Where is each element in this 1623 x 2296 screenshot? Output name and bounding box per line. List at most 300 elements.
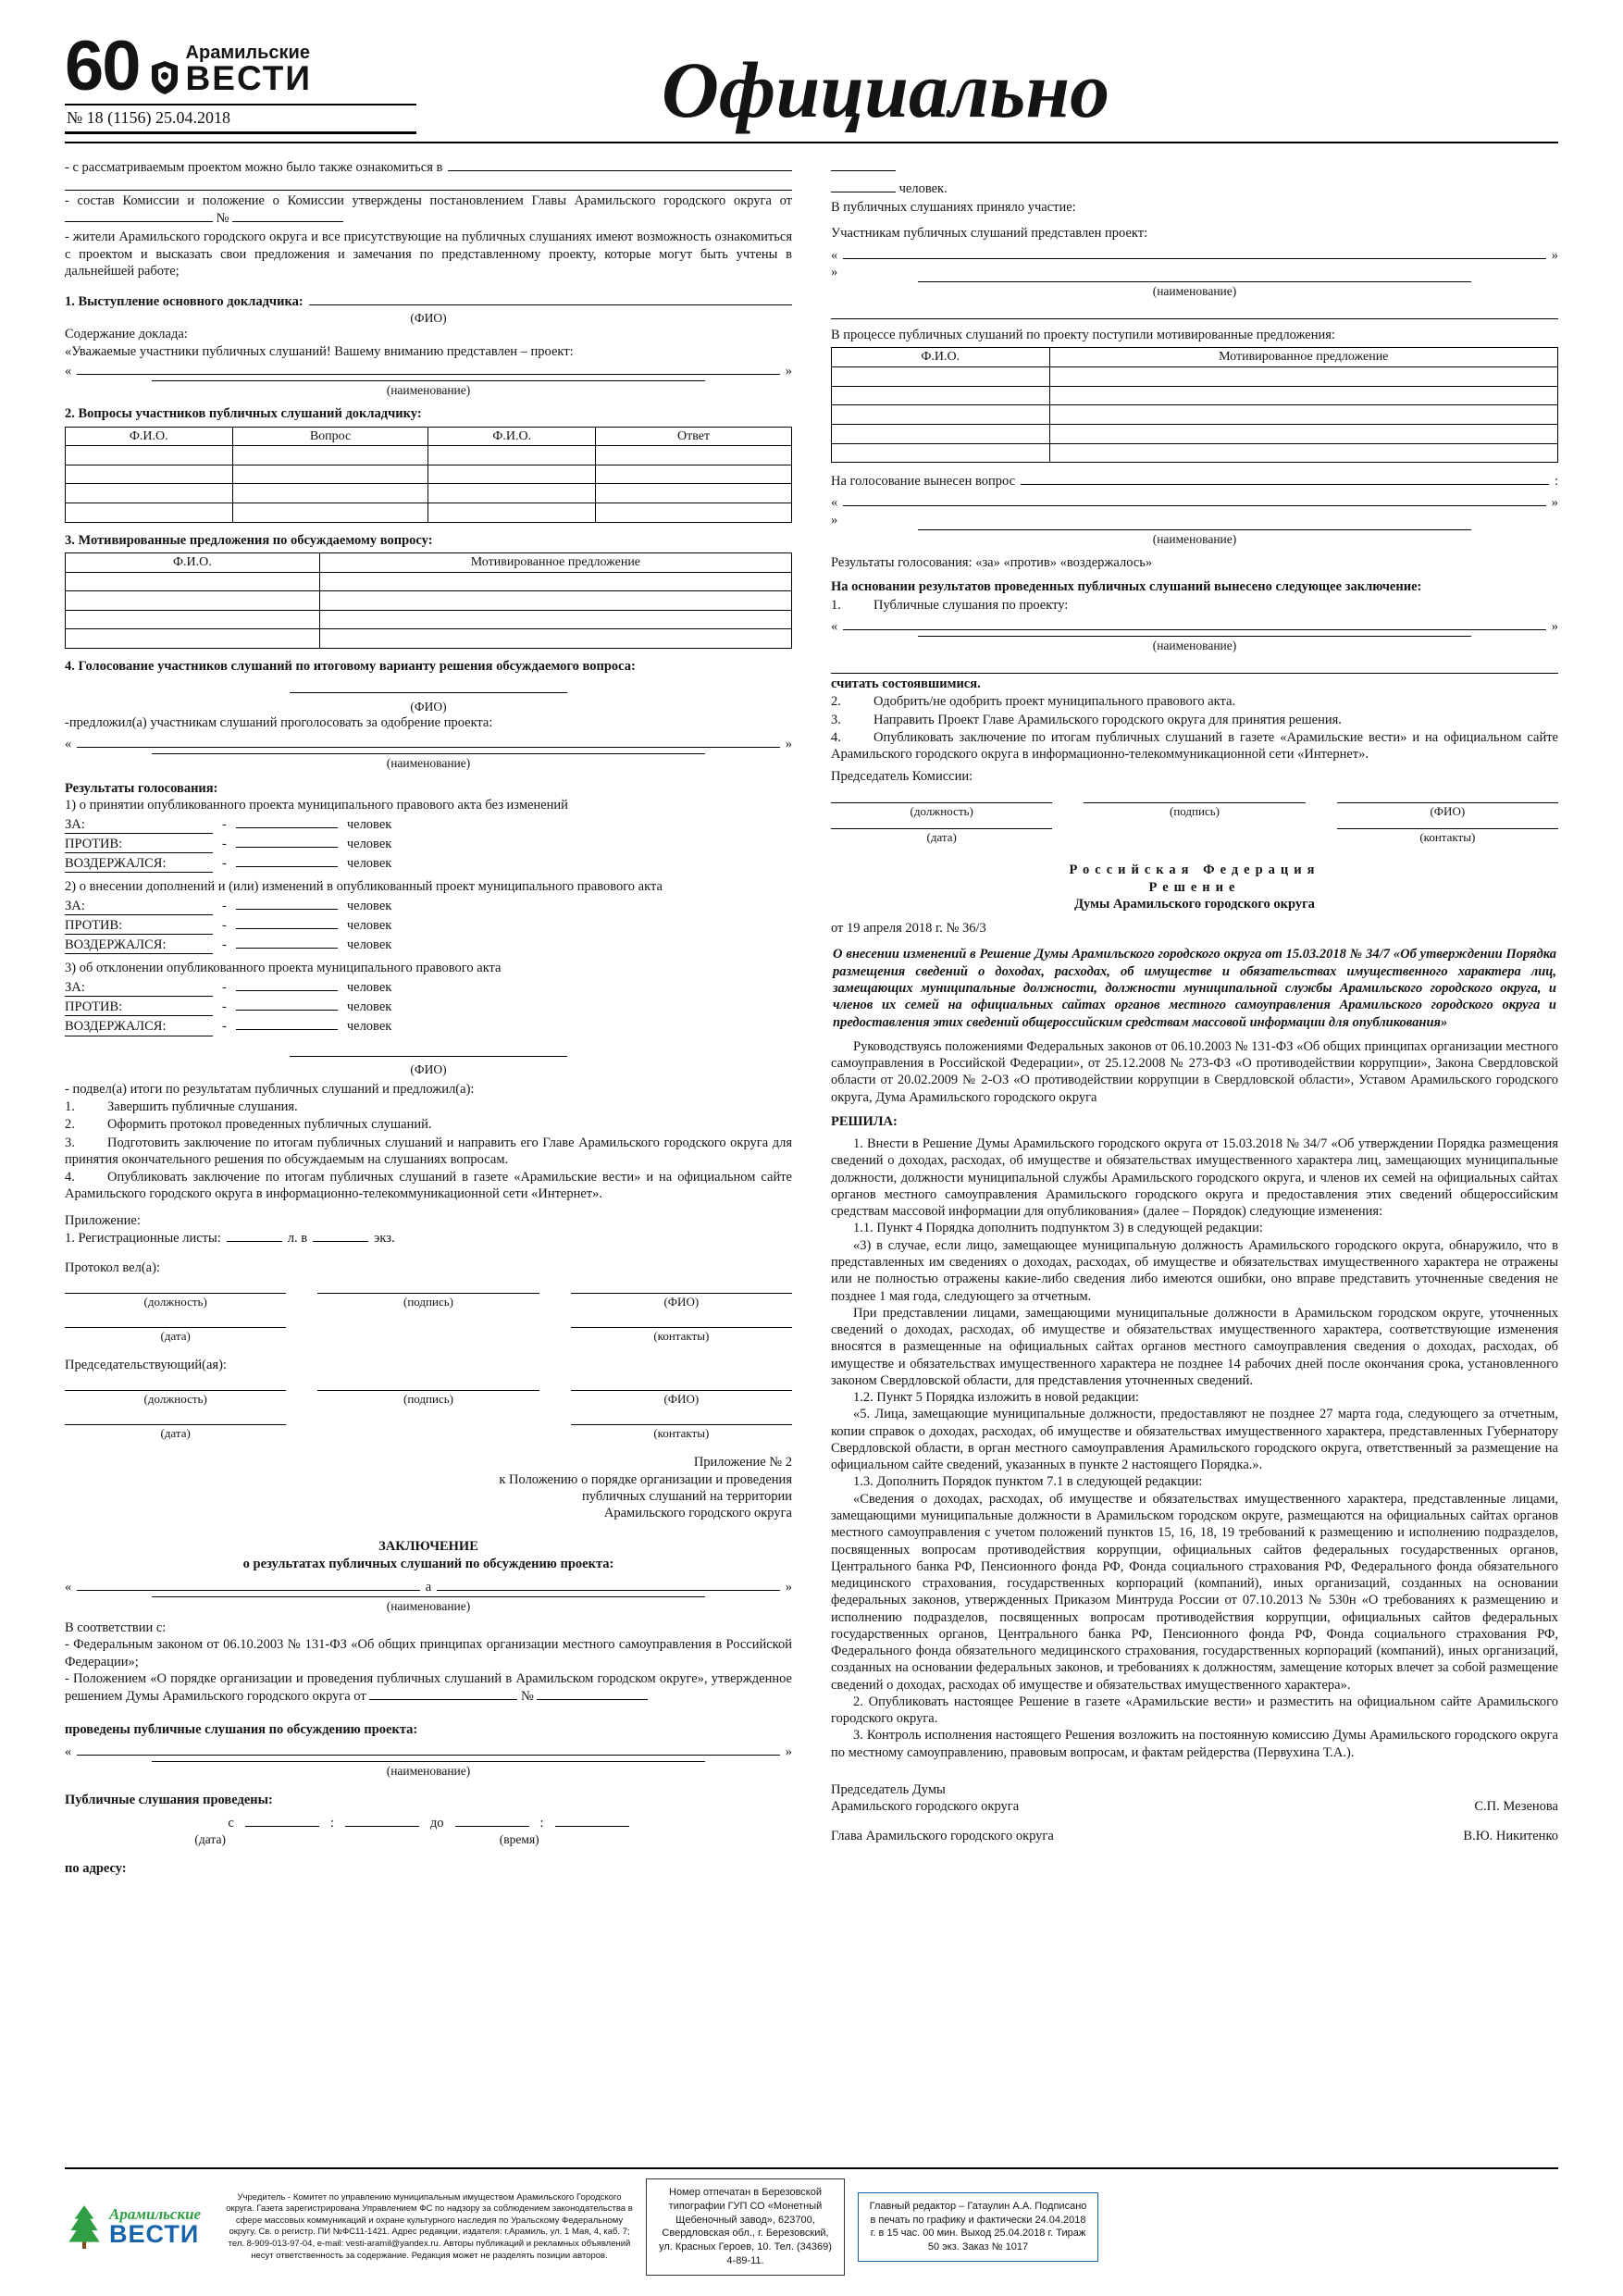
report-label: Содержание доклада:	[65, 327, 188, 342]
blank-row	[65, 1044, 792, 1061]
quote-row	[831, 493, 1558, 511]
blank-line	[77, 735, 780, 748]
table-cell	[428, 465, 596, 484]
fio-label: (ФИО)	[410, 311, 447, 326]
blank-line	[843, 617, 1546, 630]
table-cell	[66, 591, 320, 611]
col-header: Ф.И.О.	[66, 552, 320, 572]
quote-close: »	[1551, 495, 1558, 511]
table-cell	[832, 443, 1050, 463]
blank-line	[245, 1814, 319, 1827]
quote-close-row	[831, 512, 1558, 528]
signature-row	[831, 802, 1558, 819]
item-text: Завершить публичные слушания.	[107, 1099, 298, 1115]
table-cell	[1049, 424, 1558, 443]
table-row	[66, 484, 792, 503]
editor-info-box: Главный редактор – Гатаулин А.А. Подписано в печать по графику и фактически 24.04.2018 г. в 15 час. 00 мин. Выход 25.04.2018 г. Тираж 50 экз. Заказ № 1017	[858, 2192, 1098, 2262]
section-title: Официально	[661, 45, 1110, 134]
chairman-label: Председательствующий(ая):	[65, 1358, 227, 1373]
item-text: Направить Проект Главе Арамильского городского округа для принятия решения.	[873, 712, 1342, 727]
blank-line	[555, 1814, 629, 1827]
blank-line	[77, 1743, 780, 1756]
vote-count-row	[65, 1017, 792, 1036]
table-cell	[832, 405, 1050, 425]
table-cell	[832, 386, 1050, 405]
fio-label: (ФИО)	[410, 699, 447, 714]
blank-line	[455, 1814, 529, 1827]
podpis-label: (подпись)	[317, 1293, 539, 1309]
table-row	[832, 424, 1558, 443]
consider-held-line: считать состоявшимися.	[831, 676, 981, 692]
resolution-paragraph: 1.3. Дополнить Порядок пунктом 7.1 в следующей редакции:	[853, 1474, 1203, 1490]
blank-line	[537, 1687, 648, 1700]
masthead	[65, 27, 416, 134]
resolution-paragraph: 3. Контроль исполнения настоящего Решения возложить на постоянную комиссию Думы Арамильского городского округа по местному самоуправлению, правовым вопросам, и фактам рейдерства (Первухина Т.А.).	[831, 1728, 1558, 1760]
time-label-row	[65, 1831, 792, 1847]
blank-row	[65, 680, 792, 698]
vote-option: ПРОТИВ:	[65, 917, 213, 935]
people-label: человек	[346, 836, 392, 851]
quote-close: »	[1551, 618, 1558, 634]
vote-count-row	[65, 854, 792, 873]
table-cell	[66, 503, 233, 523]
accord-item: - Федеральным законом от 06.10.2003 № 131-ФЗ «Об общих принципах организации местного самоуправления в Российской Федерации»;	[65, 1637, 792, 1669]
people-label: человек	[346, 917, 392, 933]
quote-row	[65, 362, 792, 379]
list-item	[831, 729, 1558, 763]
signature-row	[65, 1327, 792, 1344]
table-cell	[232, 503, 428, 523]
people-label: человек	[346, 856, 392, 872]
name-label: (наименование)	[152, 380, 704, 398]
tree-logo-icon	[65, 2203, 104, 2250]
blank-line	[448, 158, 792, 171]
resolution-preamble: Руководствуясь положениями Федеральных законов от 06.10.2003 № 131-ФЗ «Об общих принципах организации местного самоуправления в Российской Федерации», от 25.12.2008 № 273-ФЗ «О противодействии коррупции», Закона Свердловской области от 20.02.2009 № 2-ОЗ «О противодействии коррупции в Свердловской области», Уставом Арамильского городского округа, Дума Арамильского городского округа	[831, 1038, 1558, 1105]
kontakty-label: (контакты)	[1337, 828, 1558, 845]
signature-block	[831, 1828, 1558, 1844]
table-cell	[66, 629, 320, 649]
col-header: Ф.И.О.	[66, 427, 233, 446]
table-row	[66, 591, 792, 611]
dolzhnost-label: (должность)	[65, 1390, 286, 1407]
table-cell	[428, 484, 596, 503]
blank-line	[236, 916, 338, 929]
col-header: Ответ	[596, 427, 792, 446]
accord-title: В соответствии с:	[65, 1620, 167, 1636]
resolution-paragraph: 1.1. Пункт 4 Порядка дополнить подпунктом 3) в следующей редакции:	[853, 1221, 1263, 1236]
vote-count-row	[65, 978, 792, 997]
vote-question-text: На голосование вынесен вопрос	[831, 474, 1016, 490]
people-label: человек	[346, 979, 392, 995]
people-label: человек	[346, 999, 392, 1015]
footer-brand-text	[109, 2206, 201, 2247]
podpis-label: (подпись)	[317, 1390, 539, 1407]
signature-position	[831, 1781, 1019, 1816]
table-row	[832, 405, 1558, 425]
vote-option: ВОЗДЕРЖАЛСЯ:	[65, 855, 213, 873]
table-cell	[832, 424, 1050, 443]
table-row	[66, 629, 792, 649]
dash: -	[222, 836, 227, 851]
data-label: (дата)	[194, 1832, 226, 1847]
table-cell	[66, 484, 233, 503]
signature-block	[831, 1781, 1558, 1816]
table-cell	[596, 503, 792, 523]
item-number: 4.	[831, 729, 841, 745]
resolution-paragraph: 1. Внести в Решение Думы Арамильского городского округа от 15.03.2018 № 34/7 «Об утверждении Порядка размещения сведений о доходах, расходах, об имуществе и обязательствах имущественного характера лиц, замещающих муниципальные должности, должности муниципальной службы Арамильского городского округа, и членов их семей на официальных сайтах органов местного самоуправления Арамильского городского округа и предоставления этих сведений общероссийским средствам массовой информации для опубликования» (далее – Порядок) следующие изменения:	[831, 1136, 1558, 1220]
people-label: человек	[346, 898, 392, 913]
name-label: (наименование)	[152, 1596, 704, 1614]
dash: -	[222, 979, 227, 995]
blank-line	[843, 246, 1546, 259]
vote-option: ЗА:	[65, 816, 213, 834]
fio-label: (ФИО)	[410, 1061, 447, 1076]
vote-option: ВОЗДЕРЖАЛСЯ:	[65, 937, 213, 954]
spacer	[1084, 828, 1305, 845]
conclusion-a: а	[425, 1579, 432, 1595]
report-quote: «Уважаемые участники публичных слушаний! Вашему вниманию представлен – проект:	[65, 343, 574, 359]
quote-close: »	[785, 736, 792, 751]
kontakty-label: (контакты)	[571, 1424, 792, 1441]
item-text: Публичные слушания по проекту:	[873, 597, 1069, 613]
quote-open: «	[831, 247, 838, 263]
section1-title: 1. Выступление основного докладчика:	[65, 294, 304, 310]
appendix2-line: Арамильского городского округа	[603, 1506, 792, 1521]
table-row	[832, 367, 1558, 387]
people-label: человек.	[898, 180, 948, 196]
quote-close-row	[831, 264, 1558, 280]
voting-case: 2) о внесении дополнений и (или) изменений в опубликованный проект муниципального правового акта	[65, 879, 663, 895]
table-cell	[232, 465, 428, 484]
column-left	[65, 158, 792, 1878]
appendix2-line: к Положению о порядке организации и проведения	[499, 1471, 792, 1487]
resolution-document	[831, 862, 1558, 1844]
vote-count-row	[65, 835, 792, 853]
table-cell	[319, 629, 791, 649]
motivated-proposals-table	[831, 347, 1558, 463]
project-presented-line: Участникам публичных слушаний представлен проект:	[831, 226, 1148, 242]
vote-count-row	[65, 815, 792, 834]
dash: -	[222, 917, 227, 933]
participation-line: В публичных слушаниях приняло участие:	[831, 200, 1076, 216]
resolution-paragraph: «5. Лица, замещающие муниципальные должности, предоставляют не позднее 27 марта года, следующего за отчетным, копии справок о доходах, расходах, об имуществе и обязательствах имущественного характера, представленных Губернатору Свердловской области, в орган местного самоуправления Арамильского городского округа, ответственный за размещение на официальном сайте сведений, указанных в пункте 2 настоящего Порядка.».	[831, 1407, 1558, 1473]
table-cell	[596, 446, 792, 465]
item-number: 2.	[831, 694, 841, 710]
table-row	[66, 465, 792, 484]
vote-option: ПРОТИВ:	[65, 836, 213, 853]
appendix2-line: публичных слушаний на территории	[582, 1488, 792, 1504]
body-columns	[65, 143, 1558, 2149]
signature-row	[65, 1424, 792, 1441]
accord-item	[65, 1670, 792, 1706]
vremya-label: (время)	[499, 1832, 539, 1847]
print-info-box: Номер отпечатан в Березовской типографии ГУП СО «Монетный Щебеночный завод», 623700, Свердловская обл., г. Березовский, ул. Красных Героев, 10. Тел. (34369) 4-89-11.	[646, 2178, 845, 2276]
blank-line	[236, 854, 338, 867]
vote-proposal-text: -предложил(а) участникам слушаний проголосовать за одобрение проекта:	[65, 714, 493, 730]
number-sign: №	[216, 211, 229, 227]
reshila-heading: РЕШИЛА:	[831, 1113, 898, 1129]
masthead-top	[65, 27, 416, 105]
vote-option: ЗА:	[65, 898, 213, 915]
list-item	[65, 1169, 792, 1203]
table-row	[66, 610, 792, 629]
fio-label: (ФИО)	[571, 1390, 792, 1407]
blank-line	[236, 998, 338, 1011]
item-text: Оформить протокол проведенных публичных слушаний.	[107, 1117, 432, 1133]
page-number: 60	[65, 27, 140, 105]
commission-chair-label: Председатель Комиссии:	[831, 769, 973, 785]
conclusion-bold-line: На основании результатов проведенных публичных слушаний вынесено следующее заключение:	[831, 579, 1422, 595]
blank-line	[437, 1578, 780, 1591]
resolution-date: от 19 апреля 2018 г. № 36/3	[831, 921, 986, 937]
quote-close: »	[1551, 247, 1558, 263]
dash: -	[222, 999, 227, 1015]
blank-line	[236, 936, 338, 949]
table-cell	[232, 446, 428, 465]
signature-name: С.П. Мезенова	[1474, 1799, 1558, 1815]
table-cell	[66, 465, 233, 484]
resolution-paragraph: «3) в случае, если лицо, замещающее муниципальную должность Арамильского городского округа, обнаружило, что в представленных им сведениях о доходах, расходах, об имуществе и обязательствах имущественного характера не отражены или не полностью отражены какие-либо сведения либо имеются ошибки, оно вправе представить уточненные сведения не позднее 1 мая года, следующего за отчетным.	[831, 1237, 1558, 1304]
table-cell	[1049, 386, 1558, 405]
blank-line	[369, 1687, 517, 1700]
signature-position-line: Арамильского городского округа	[831, 1799, 1020, 1815]
speaker-heading-row	[65, 292, 792, 310]
quote-row	[65, 735, 792, 752]
time-row	[65, 1814, 792, 1831]
table-cell	[66, 610, 320, 629]
blank-line	[290, 1044, 567, 1057]
page-footer	[65, 2167, 1558, 2276]
col-header: Вопрос	[232, 427, 428, 446]
people-label: человек	[346, 937, 392, 953]
table-cell	[1049, 443, 1558, 463]
table-row	[832, 443, 1558, 463]
vote-question-row	[831, 472, 1558, 490]
held-when-title: Публичные слушания проведены:	[65, 1792, 273, 1807]
dolzhnost-label: (должность)	[65, 1293, 286, 1309]
attachment-title: Приложение:	[65, 1212, 141, 1228]
table-cell	[1049, 405, 1558, 425]
attachment-row	[65, 1229, 792, 1247]
blank-line	[236, 1017, 338, 1030]
col-header: Ф.И.О.	[832, 348, 1050, 367]
brand-block	[151, 43, 312, 96]
summary-intro: - подвел(а) итоги по результатам публичных слушаний и предложил(а):	[65, 1081, 475, 1097]
quote-row	[831, 246, 1558, 264]
voting-case: 3) об отклонении опубликованного проекта муниципального правового акта	[65, 961, 502, 976]
appendix2-block	[65, 1454, 792, 1521]
vote-option: ПРОТИВ:	[65, 999, 213, 1016]
intro-text: - с рассматриваемым проектом можно было также ознакомиться в	[65, 159, 443, 175]
address-label: по адресу:	[65, 1861, 127, 1877]
intro-line-2	[65, 192, 792, 228]
table-cell	[428, 446, 596, 465]
intro-text: - состав Комиссии и положение о Комиссии утверждены постановлением Главы Арамильского городского округа от	[65, 192, 792, 208]
name-label: (наименование)	[918, 636, 1470, 653]
table-cell	[428, 503, 596, 523]
voting-results-title: Результаты голосования:	[65, 781, 218, 797]
blank-line	[232, 209, 343, 222]
signature-position: Глава Арамильского городского округа	[831, 1829, 1054, 1844]
quote-close: »	[831, 264, 838, 279]
blank-line	[843, 493, 1546, 506]
to-label: до	[429, 1816, 444, 1831]
resolution-paragraph: При представлении лицами, замещающими муниципальные должности в Арамильском городском округе, уточненных сведений о доходах, расходах, об имуществе и обязательствах имущественного характера, соответствующие изменения вносятся в размещенные на официальных сайтах органов местного самоуправления сведения о доходах, расходах, об имуществе и обязательствах имущественного характера не позднее 14 рабочих дней после окончания срока, установленного законом Свердловской области, для представления уточненных сведений.	[831, 1305, 1558, 1388]
quote-open: «	[65, 1744, 72, 1759]
name-label: (наименование)	[918, 281, 1470, 299]
list-item	[831, 693, 1558, 710]
intro-line-1	[65, 158, 792, 176]
questions-table	[65, 427, 792, 523]
quote-close: »	[831, 512, 838, 527]
quote-close: »	[785, 1579, 792, 1595]
table-cell	[832, 367, 1050, 387]
list-item	[831, 712, 1558, 728]
blank-line	[77, 1578, 420, 1591]
table-cell	[596, 465, 792, 484]
attachment-end: экз.	[374, 1230, 395, 1246]
body-name-heading: Думы Арамильского городского округа	[1074, 896, 1315, 912]
voting-case: 1) о принятии опубликованного проекта муниципального правового акта без изменений	[65, 798, 568, 813]
blank-line	[831, 659, 1558, 674]
blank-line	[77, 362, 780, 375]
item-text: Опубликовать заключение по итогам публичных слушаний в газете «Арамильские вести» и на официальном сайте Арамильского городского округа в информационно-телекоммуникационной сети «Интернет».	[831, 729, 1558, 763]
coat-of-arms-icon	[151, 60, 179, 95]
people-label: человек	[346, 816, 392, 832]
colon: :	[329, 1816, 334, 1831]
dash: -	[222, 856, 227, 872]
blank-line	[227, 1229, 282, 1242]
footer-brand-bottom: ВЕСТИ	[109, 2220, 200, 2249]
table-cell	[232, 484, 428, 503]
blank-line	[236, 978, 338, 991]
quote-row	[65, 1578, 792, 1595]
blank-row	[831, 158, 1558, 176]
from-label: с	[228, 1816, 234, 1831]
resolution-paragraph: 2. Опубликовать настоящее Решение в газете «Арамильские вести» и разместить на официальном сайте Арамильского городского округа.	[831, 1694, 1558, 1727]
brand-name-top: Арамильские	[185, 43, 310, 64]
signature-row	[65, 1293, 792, 1309]
blank-line	[236, 835, 338, 848]
intro-line-3: - жители Арамильского городского округа и все присутствующие на публичных слушаниях имеют возможность ознакомиться с проектом и высказать свои предложения и замечания по представленному проекту, которые могут быть учтены в дальнейшей работе;	[65, 230, 792, 279]
table-cell	[319, 572, 791, 591]
signature-row	[831, 828, 1558, 845]
signature-position-line: Председатель Думы	[831, 1781, 946, 1797]
table-cell	[66, 446, 233, 465]
section2-title: 2. Вопросы участников публичных слушаний докладчику:	[65, 406, 422, 422]
kontakty-label: (контакты)	[571, 1327, 792, 1344]
vote-count-row	[65, 916, 792, 935]
table-cell	[66, 572, 320, 591]
fio-label: (ФИО)	[1337, 802, 1558, 819]
item-text: Одобрить/не одобрить проект муниципального правового акта.	[873, 694, 1236, 710]
table-header-row	[66, 552, 792, 572]
attachment-mid: л. в	[287, 1230, 308, 1246]
vote-count-row	[65, 897, 792, 915]
quote-open: «	[65, 363, 72, 379]
spacer	[317, 1327, 539, 1344]
vote-option: ЗА:	[65, 979, 213, 997]
table-cell	[596, 484, 792, 503]
signature-row	[65, 1390, 792, 1407]
list-item	[65, 1116, 792, 1133]
quote-open: «	[65, 1579, 72, 1595]
vote-count-row	[65, 998, 792, 1016]
data-label: (дата)	[65, 1327, 286, 1344]
people-label: человек	[346, 1019, 392, 1035]
vote-results-line: Результаты голосования: «за» «против» «воздержалось»	[831, 555, 1153, 570]
data-label: (дата)	[831, 828, 1052, 845]
name-label: (наименование)	[152, 1761, 704, 1779]
list-item	[831, 597, 1558, 614]
item-number: 4.	[65, 1170, 75, 1185]
quote-close: »	[785, 363, 792, 379]
blank-line	[236, 897, 338, 910]
table-row	[66, 572, 792, 591]
number-sign: №	[520, 1689, 534, 1705]
page-header	[65, 27, 1558, 143]
signature-name: В.Ю. Никитенко	[1463, 1829, 1558, 1844]
brand-text	[185, 43, 312, 98]
item-number: 3.	[65, 1135, 75, 1150]
col-header: Ф.И.О.	[428, 427, 596, 446]
table-header-row	[66, 427, 792, 446]
table-cell	[319, 591, 791, 611]
quote-open: «	[65, 736, 72, 751]
spacer	[317, 1424, 539, 1441]
section3-title: 3. Мотивированные предложения по обсуждаемому вопросу:	[65, 532, 433, 548]
held-title: проведены публичные слушания по обсуждению проекта:	[65, 1722, 418, 1738]
blank-line	[65, 176, 792, 191]
quote-row	[65, 1743, 792, 1760]
name-label: (наименование)	[918, 529, 1470, 547]
colon: :	[1554, 474, 1558, 490]
podpis-label: (подпись)	[1084, 802, 1305, 819]
blank-line	[831, 180, 896, 192]
quote-open: «	[831, 618, 838, 634]
blank-line	[309, 292, 792, 305]
name-label: (наименование)	[152, 753, 704, 771]
blank-line	[831, 304, 1558, 319]
section4-title: 4. Голосование участников слушаний по итоговому варианту решения обсуждаемого вопроса:	[65, 659, 636, 675]
blank-line	[313, 1229, 368, 1242]
data-label: (дата)	[65, 1424, 286, 1441]
list-item	[65, 1098, 792, 1115]
footer-logo	[65, 2178, 213, 2276]
table-cell	[1049, 367, 1558, 387]
blank-line	[345, 1814, 419, 1827]
appendix2-line: Приложение № 2	[693, 1455, 792, 1471]
country-heading: Российская Федерация	[1069, 863, 1320, 878]
dash: -	[222, 898, 227, 913]
resolution-paragraph: «Сведения о доходах, расходах, об имуществе и обязательствах имущественного характера, представленные лицами, замещающими муниципальные должности в Арамильском городском округе, размещаются на официальных сайтах органов местного самоуправления с учетом положений пунктов 15, 16, 18, 19 требований к размещению и исполнению подразделов, посвященных вопросам противодействия коррупции, официальных сайтов федеральных государственных органов, Центрального банка РФ, Пенсионного фонда РФ, Фонда социального страхования РФ, Федерального фонда обязательного медицинского страхования, государственных корпораций (компаний), иных организаций, созданных на основании федеральных законов, утвержденных Приказом Минтруда России от 07.10.2013 № 530н «О требованиях к размещению и исполнению подразделов, посвященных вопросам противодействия коррупции, официальных сайтов федеральных государственных органов, Центрального банка РФ, Пенсионного фонда РФ, Фонда социального страхования РФ, Федерального фонда обязательного медицинского страхования, государственных корпораций (компаний), иных организаций, созданных на основании федеральных законов, и требованиях к должностям, замещение которых влечет за собой размещение сведений о доходах, расходах об имуществе и обязательствах имущественного характера».	[831, 1491, 1558, 1693]
resolution-title: О внесении изменений в Решение Думы Арамильского городского округа от 15.03.2018 № 34/7 «Об утверждении Порядка размещения сведений о доходах, расходах, об имуществе и обязательствах имущественного характера лиц, замещающих муниципальные должности, должности муниципальной службы Арамильского городского округа, и членов их семей на официальных сайтах органов местного самоуправления Арамильского городского округа и предоставления этих сведений общероссийским средствам массовой информации для опубликования»	[833, 947, 1556, 1030]
resolution-paragraph: 1.2. Пункт 5 Порядка изложить в новой редакции:	[853, 1390, 1139, 1406]
table-row	[832, 386, 1558, 405]
dash: -	[222, 1019, 227, 1035]
table-cell	[319, 610, 791, 629]
table-row	[66, 446, 792, 465]
quote-open: «	[831, 495, 838, 511]
item-number: 2.	[65, 1117, 75, 1133]
item-text: Подготовить заключение по итогам публичных слушаний и направить его Главе Арамильского городского округа для принятия окончательного решения по обсуждаемым на слушаниях вопросам.	[65, 1135, 792, 1167]
fio-label: (ФИО)	[571, 1293, 792, 1309]
quote-row	[831, 617, 1558, 635]
attachment-text: 1. Регистрационные листы:	[65, 1230, 221, 1246]
conclusion-subtitle: о результатах публичных слушаний по обсуждению проекта:	[242, 1556, 614, 1571]
blank-line	[831, 158, 896, 171]
blank-line	[236, 815, 338, 828]
